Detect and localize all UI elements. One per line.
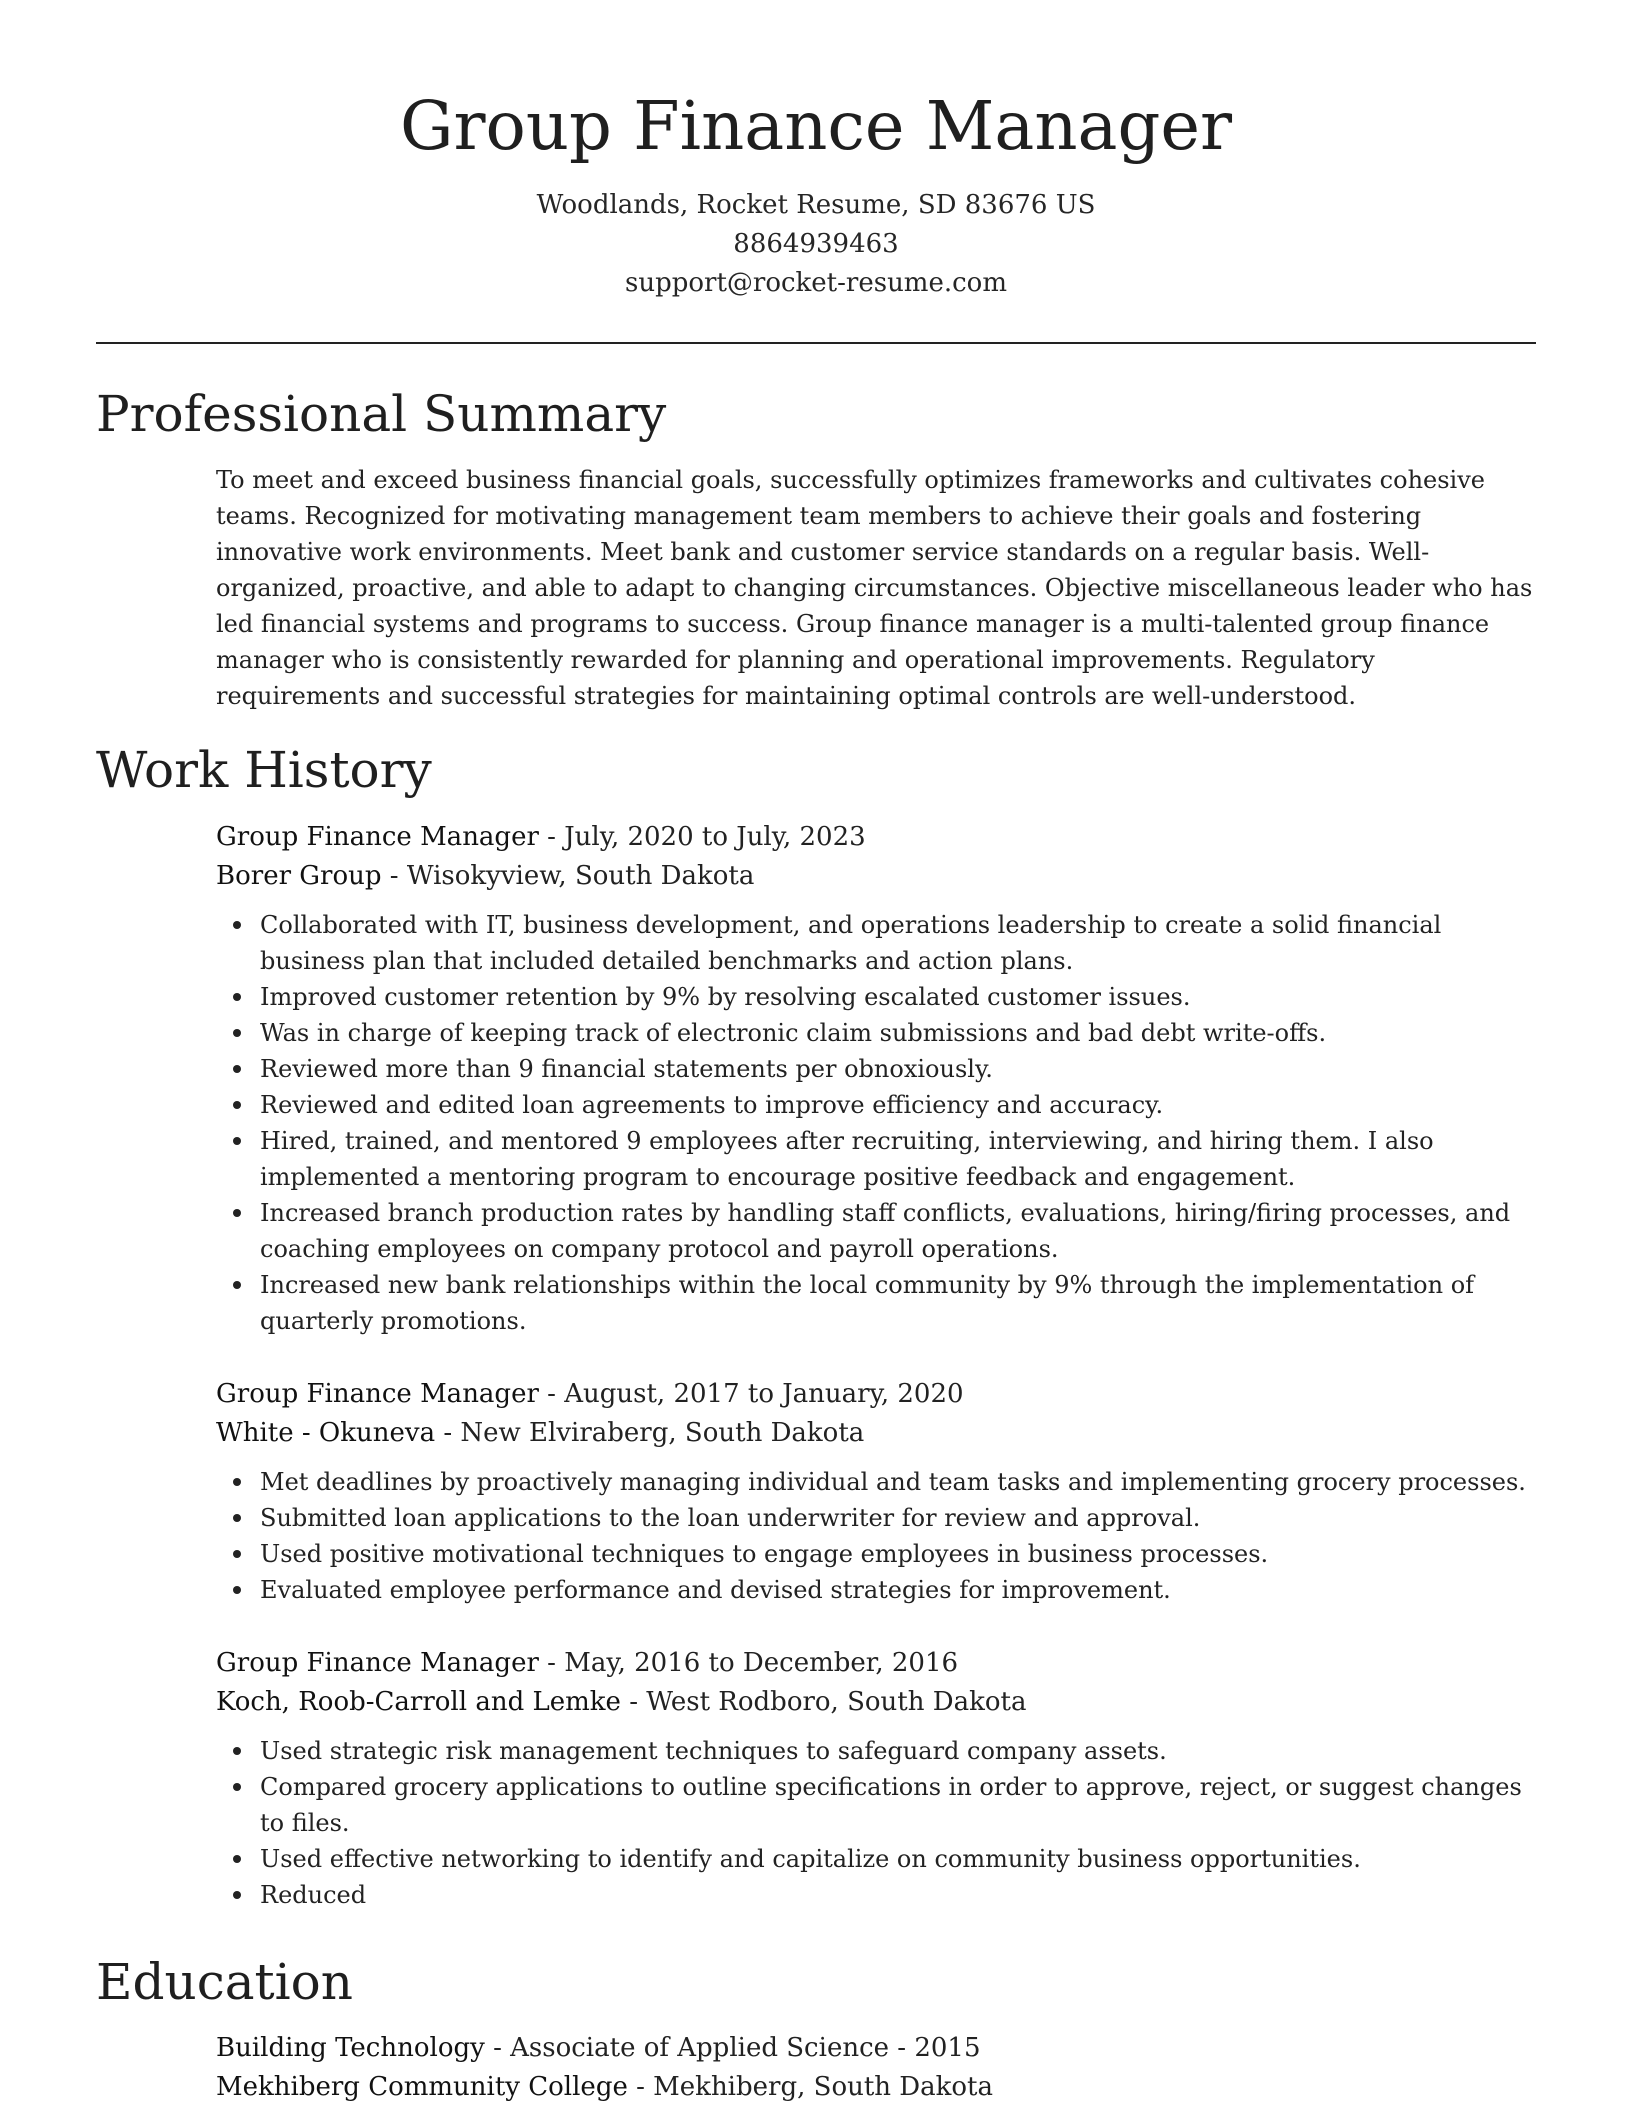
education-degree-line: [216, 2029, 1538, 2068]
job-company-line: [216, 1683, 1538, 1722]
job-duty: Used positive motivational techniques to engage employees in business processes.: [260, 1536, 1538, 1572]
job-duty: Met deadlines by proactively managing individual and team tasks and implementing grocery processes.: [260, 1464, 1538, 1500]
summary-text: To meet and exceed business financial goals, successfully optimizes frameworks and cultivates cohesive teams. Recognized for motivating management team members to achieve their goals and fostering innovative work environments. Meet bank and customer service standards on a regular basis. Well-organized, proactive, and able to adapt to changing circumstances. Objective miscellaneous leader who has led financial systems and programs to success. Group finance manager is a multi-talented group finance manager who is consistently rewarded for planning and operational improvements. Regulatory requirements and successful strategies for maintaining optimal controls are well-understood.: [216, 466, 1533, 710]
education-school-line: [216, 2068, 1538, 2107]
contact-email: support@rocket-resume.com: [624, 268, 1007, 298]
job-company: Borer Group: [216, 861, 382, 891]
job-duty: Was in charge of keeping track of electronic claim submissions and bad debt write-offs.: [260, 1015, 1538, 1051]
job-duty: Reviewed more than 9 financial statements per obnoxiously.: [260, 1051, 1538, 1087]
job-duty: Hired, trained, and mentored 9 employees after recruiting, interviewing, and hiring them. I also implemented a mentoring program to encourage positive feedback and engagement.: [260, 1123, 1538, 1195]
header-divider: [96, 342, 1536, 344]
job-company: Koch, Roob-Carroll and Lemke: [216, 1687, 621, 1717]
summary-heading: Professional Summary: [96, 385, 667, 443]
candidate-name: Group Finance Manager: [399, 87, 1233, 165]
contact-address: Woodlands, Rocket Resume, SD 83676 US: [536, 190, 1096, 220]
education-field: Building Technology: [216, 2033, 485, 2063]
job-entry: [216, 818, 1538, 1339]
resume-header: [0, 78, 1632, 303]
job-duty: Compared grocery applications to outline specifications in order to approve, reject, or suggest changes to files.: [260, 1769, 1538, 1841]
job-company-line: [216, 857, 1538, 896]
job-duty: Evaluated employee performance and devised strategies for improvement.: [260, 1572, 1538, 1608]
job-entry: [216, 1375, 1538, 1608]
work-history-heading: Work History: [96, 741, 432, 799]
job-duties-list: [216, 1464, 1538, 1608]
contact-phone: 8864939463: [733, 229, 899, 259]
job-duty: Increased branch production rates by handling staff conflicts, evaluations, hiring/firing processes, and coaching employees on company protocol and payroll operations.: [260, 1195, 1538, 1267]
job-title: Group Finance Manager: [216, 822, 539, 852]
job-duty: Reviewed and edited loan agreements to improve efficiency and accuracy.: [260, 1087, 1538, 1123]
job-dates: - July, 2020 to July, 2023: [538, 822, 866, 852]
job-dates: - August, 2017 to January, 2020: [538, 1379, 964, 1409]
job-title-line: [216, 1644, 1538, 1683]
education-heading: Education: [96, 1953, 353, 2011]
job-title-line: [216, 1375, 1538, 1414]
job-company: White - Okuneva: [216, 1418, 436, 1448]
job-location: - New Elviraberg, South Dakota: [435, 1418, 865, 1448]
education-degree: - Associate of Applied Science - 2015: [484, 2033, 981, 2063]
job-title: Group Finance Manager: [216, 1379, 539, 1409]
education-location: - Mekhiberg, South Dakota: [627, 2072, 994, 2102]
job-duty: Used effective networking to identify and capitalize on community business opportunities.: [260, 1841, 1538, 1877]
job-duties-list: [216, 907, 1538, 1339]
job-duty: Submitted loan applications to the loan underwriter for review and approval.: [260, 1500, 1538, 1536]
job-duty: Used strategic risk management techniques to safeguard company assets.: [260, 1733, 1538, 1769]
job-duties-list: [216, 1733, 1538, 1913]
job-duty: Increased new bank relationships within the local community by 9% through the implementation of quarterly promotions.: [260, 1267, 1538, 1339]
job-location: - Wisokyview, South Dakota: [381, 861, 755, 891]
education-entry: [216, 2029, 1538, 2107]
job-entry: [216, 1644, 1538, 1913]
job-duty: Reduced: [260, 1877, 1538, 1913]
education-school: Mekhiberg Community College: [216, 2072, 628, 2102]
job-location: - West Rodboro, South Dakota: [620, 1687, 1027, 1717]
job-title-line: [216, 818, 1538, 857]
job-duty: Collaborated with IT, business development, and operations leadership to create a solid financial business plan that included detailed benchmarks and action plans.: [260, 907, 1538, 979]
job-duty: Improved customer retention by 9% by resolving escalated customer issues.: [260, 979, 1538, 1015]
job-title: Group Finance Manager: [216, 1648, 539, 1678]
job-dates: - May, 2016 to December, 2016: [538, 1648, 959, 1678]
job-company-line: [216, 1414, 1538, 1453]
